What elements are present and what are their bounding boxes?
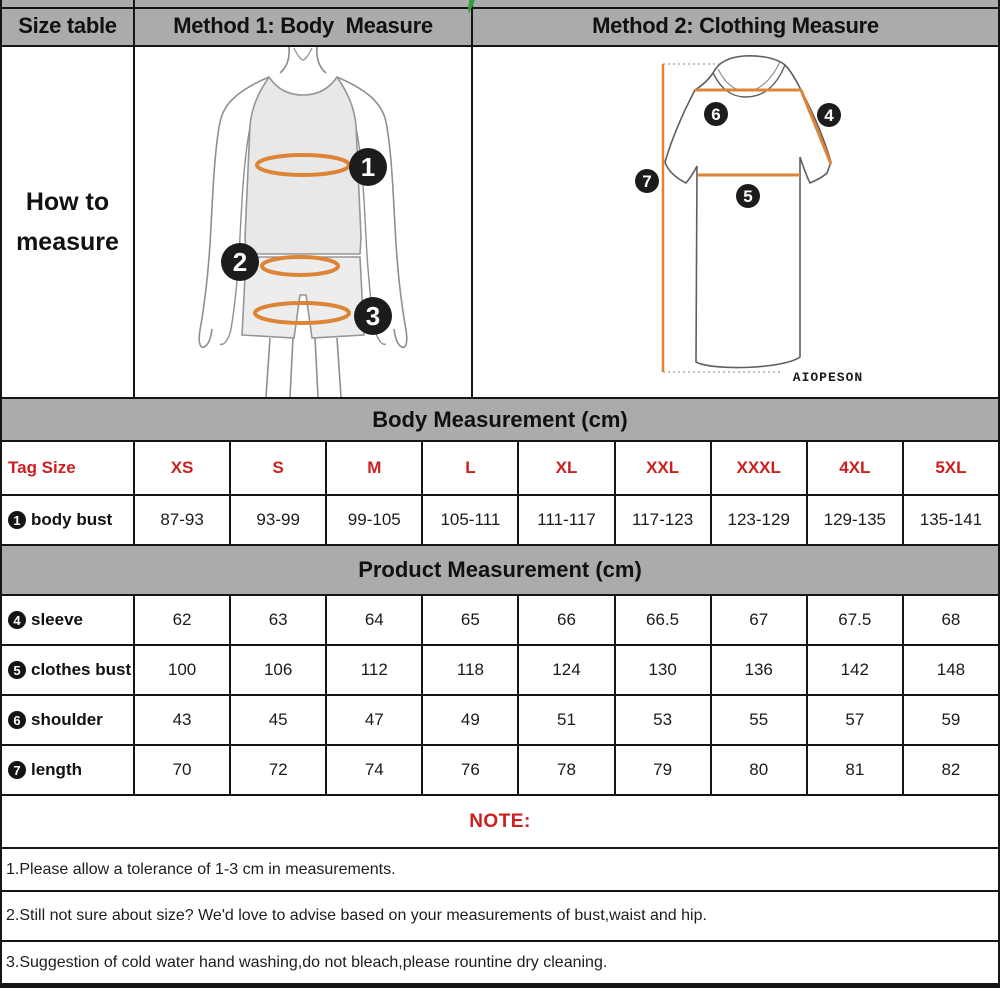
table-cell: 47	[327, 696, 423, 744]
header-size-table	[2, 0, 135, 45]
table-cell: 67.5	[808, 596, 904, 644]
brand-text: AIOPESON	[792, 370, 864, 385]
clothing-measure-illustration	[473, 47, 998, 397]
note-item-1: 1.Please allow a tolerance of 1-3 cm in measurements.	[2, 849, 998, 892]
table-cell: 123-129	[712, 496, 808, 544]
note-header-row	[2, 796, 998, 849]
svg-text:2: 2	[232, 247, 248, 277]
table-cell: 99-105	[327, 496, 423, 544]
body-measurement-title: Body Measurement (cm)	[372, 406, 628, 432]
table-cell: 93-99	[231, 496, 327, 544]
table-cell: 55	[712, 696, 808, 744]
table-cell: 80	[712, 746, 808, 794]
marker-1-bust	[349, 148, 387, 186]
circled-6-icon: 6	[8, 711, 26, 729]
svg-text:1: 1	[360, 152, 376, 182]
size-header: M	[327, 442, 423, 494]
clothes-bust-label: 5 clothes bust	[2, 646, 135, 694]
body-measurement-header	[2, 399, 998, 442]
svg-text:7: 7	[642, 172, 652, 191]
table-cell: 49	[423, 696, 519, 744]
svg-text:5: 5	[743, 187, 753, 206]
note-title: NOTE:	[469, 810, 531, 832]
circled-1-icon: 1	[8, 511, 26, 529]
table-cell: 66	[519, 596, 615, 644]
table-cell: 135-141	[919, 510, 983, 529]
size-header: 4XL	[808, 442, 904, 494]
table-cell: 124	[519, 646, 615, 694]
note-item-2: 2.Still not sure about size? We'd love to advise based on your measurements of bust,waist and hip.	[2, 892, 998, 942]
size-header: L	[423, 442, 519, 494]
tag-size-label: Tag Size	[2, 442, 135, 494]
body-bust-row	[2, 496, 998, 546]
table-cell: 105-111	[423, 496, 519, 544]
top-header-row	[2, 0, 998, 47]
body-bust-label: 1 body bust	[2, 496, 135, 544]
size-header: 5XL	[935, 458, 967, 477]
table-cell: 43	[135, 696, 231, 744]
table-cell: 130	[616, 646, 712, 694]
size-table-title: Size table	[18, 13, 117, 38]
table-cell: 142	[808, 646, 904, 694]
table-cell: 70	[135, 746, 231, 794]
illustration-row	[2, 47, 998, 399]
circled-4-icon: 4	[8, 611, 26, 629]
how-to-measure-cell	[2, 47, 135, 397]
table-cell: 106	[231, 646, 327, 694]
shoulder-row	[2, 696, 998, 746]
svg-text:4: 4	[824, 106, 834, 125]
table-cell: 100	[135, 646, 231, 694]
size-header: S	[231, 442, 327, 494]
table-cell: 87-93	[135, 496, 231, 544]
table-cell: 111-117	[519, 496, 615, 544]
table-cell: 68	[941, 610, 961, 629]
table-cell: 118	[423, 646, 519, 694]
table-cell: 117-123	[616, 496, 712, 544]
table-cell: 59	[941, 710, 961, 729]
body-diagram-cell	[135, 47, 473, 397]
table-cell: 81	[808, 746, 904, 794]
how-to-line1: How to	[25, 188, 110, 216]
table-cell: 57	[808, 696, 904, 744]
table-cell: 74	[327, 746, 423, 794]
table-cell: 65	[423, 596, 519, 644]
size-header: XXXL	[712, 442, 808, 494]
product-measurement-title: Product Measurement (cm)	[358, 557, 642, 582]
marker-4-sleeve	[817, 103, 841, 127]
length-label: 7 length	[2, 746, 135, 794]
table-cell: 67	[712, 596, 808, 644]
sleeve-row	[2, 596, 998, 646]
table-cell: 66.5	[616, 596, 712, 644]
table-cell: 51	[519, 696, 615, 744]
table-cell: 129-135	[808, 496, 904, 544]
clothes-bust-row	[2, 646, 998, 696]
table-cell: 136	[712, 646, 808, 694]
method1-title: Method 1: Body Measure	[173, 13, 433, 38]
note-item-3: 3.Suggestion of cold water hand washing,do not bleach,please rountine dry cleaning.	[2, 942, 998, 986]
table-cell: 76	[423, 746, 519, 794]
marker-5-bust	[736, 184, 760, 208]
table-cell: 82	[941, 760, 961, 779]
length-row	[2, 746, 998, 796]
how-to-line2: measure	[16, 228, 119, 256]
size-header: XXL	[616, 442, 712, 494]
marker-6-shoulder	[704, 102, 728, 126]
table-cell: 62	[135, 596, 231, 644]
marker-2-waist	[221, 243, 259, 281]
table-cell: 78	[519, 746, 615, 794]
svg-text:3: 3	[365, 301, 381, 331]
shoulder-label: 6 shoulder	[2, 696, 135, 744]
table-cell: 112	[327, 646, 423, 694]
marker-7-length	[635, 169, 659, 193]
svg-text:6: 6	[711, 105, 721, 124]
product-measurement-header	[2, 546, 998, 596]
table-cell: 53	[616, 696, 712, 744]
table-cell: 64	[327, 596, 423, 644]
size-header: XS	[135, 442, 231, 494]
size-header: XL	[519, 442, 615, 494]
header-method1	[135, 0, 473, 45]
method2-title: Method 2: Clothing Measure	[592, 13, 879, 38]
header-method2	[473, 0, 998, 45]
table-cell: 63	[231, 596, 327, 644]
tag-size-row	[2, 442, 998, 496]
body-measure-illustration	[136, 47, 470, 397]
table-cell: 72	[231, 746, 327, 794]
table-cell: 79	[616, 746, 712, 794]
marker-3-hip	[354, 297, 392, 335]
table-cell: 148	[936, 660, 966, 679]
clothing-diagram-cell	[473, 47, 998, 397]
table-cell: 45	[231, 696, 327, 744]
circled-5-icon: 5	[8, 661, 26, 679]
circled-7-icon: 7	[8, 761, 26, 779]
sleeve-label: 4 sleeve	[2, 596, 135, 644]
